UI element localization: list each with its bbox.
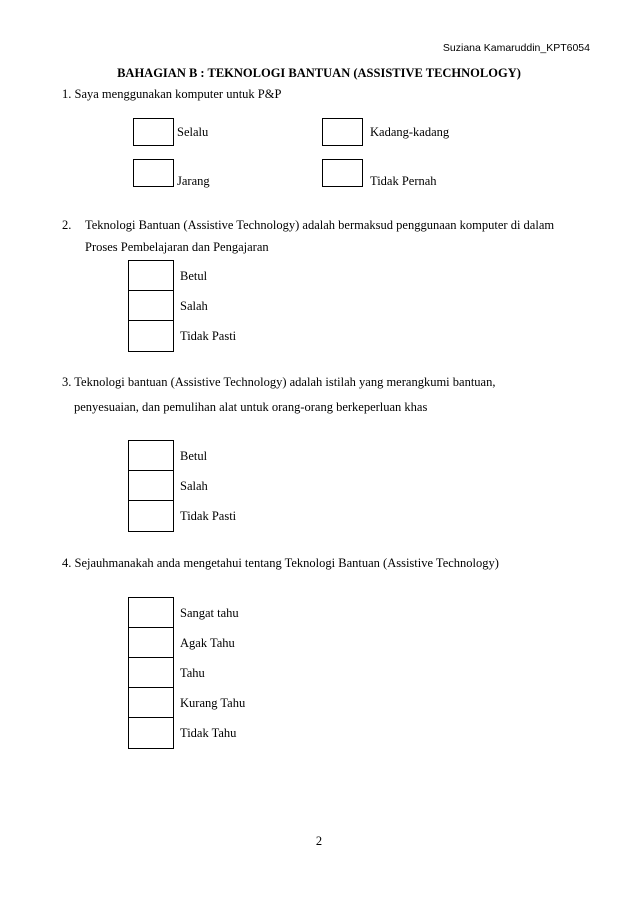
- checkbox-q1-kadang-kadang[interactable]: [322, 118, 363, 146]
- option-q1-tidak-pernah: Tidak Pernah: [370, 174, 437, 188]
- question-2-number: 2.: [62, 218, 72, 232]
- option-q4-agak-tahu: Agak Tahu: [180, 636, 235, 650]
- option-q1-selalu: Selalu: [177, 125, 209, 139]
- answer-boxes-q4: [128, 597, 174, 749]
- page-header-author: Suziana Kamaruddin_KPT6054: [442, 42, 590, 54]
- checkbox-q3-salah[interactable]: [129, 471, 173, 501]
- option-q2-betul: Betul: [180, 269, 208, 283]
- section-title: BAHAGIAN B : TEKNOLOGI BANTUAN (ASSISTIVE TECHNOLOGY): [117, 66, 521, 80]
- checkbox-q2-tidak-pasti[interactable]: [129, 321, 173, 351]
- answer-boxes-q2: [128, 260, 174, 352]
- checkbox-q4-sangat-tahu[interactable]: [129, 598, 173, 628]
- checkbox-q1-tidak-pernah[interactable]: [322, 159, 363, 187]
- option-q3-tidak-pasti: Tidak Pasti: [180, 509, 237, 523]
- checkbox-q1-jarang[interactable]: [133, 159, 174, 187]
- option-q4-sangat-tahu: Sangat tahu: [180, 606, 239, 620]
- option-q3-salah: Salah: [180, 479, 208, 493]
- question-1-text: 1. Saya menggunakan komputer untuk P&P: [62, 87, 282, 101]
- option-q1-jarang: Jarang: [177, 174, 210, 188]
- checkbox-q4-tidak-tahu[interactable]: [129, 718, 173, 748]
- option-q2-tidak-pasti: Tidak Pasti: [180, 329, 237, 343]
- checkbox-q3-betul[interactable]: [129, 441, 173, 471]
- option-q4-tahu: Tahu: [180, 666, 205, 680]
- option-q4-tidak-tahu: Tidak Tahu: [180, 726, 237, 740]
- checkbox-q4-agak-tahu[interactable]: [129, 628, 173, 658]
- question-3-text-line2: penyesuaian, dan pemulihan alat untuk orang-orang berkeperluan khas: [74, 400, 428, 414]
- checkbox-q3-tidak-pasti[interactable]: [129, 501, 173, 531]
- checkbox-q2-betul[interactable]: [129, 261, 173, 291]
- checkbox-q2-salah[interactable]: [129, 291, 173, 321]
- checkbox-q4-tahu[interactable]: [129, 658, 173, 688]
- question-2-text-line1: Teknologi Bantuan (Assistive Technology) adalah bermaksud penggunaan komputer di dalam: [85, 218, 555, 232]
- question-4-text: 4. Sejauhmanakah anda mengetahui tentang Teknologi Bantuan (Assistive Technology): [62, 556, 499, 570]
- checkbox-q1-selalu[interactable]: [133, 118, 174, 146]
- option-q4-kurang-tahu: Kurang Tahu: [180, 696, 246, 710]
- answer-boxes-q3: [128, 440, 174, 532]
- page-number: 2: [315, 834, 323, 848]
- question-3-text-line1: 3. Teknologi bantuan (Assistive Technology) adalah istilah yang merangkumi bantuan,: [62, 375, 496, 389]
- option-q2-salah: Salah: [180, 299, 208, 313]
- option-q3-betul: Betul: [180, 449, 208, 463]
- checkbox-q4-kurang-tahu[interactable]: [129, 688, 173, 718]
- option-q1-kadang-kadang: Kadang-kadang: [370, 125, 450, 139]
- question-2-text-line2: Proses Pembelajaran dan Pengajaran: [85, 240, 269, 254]
